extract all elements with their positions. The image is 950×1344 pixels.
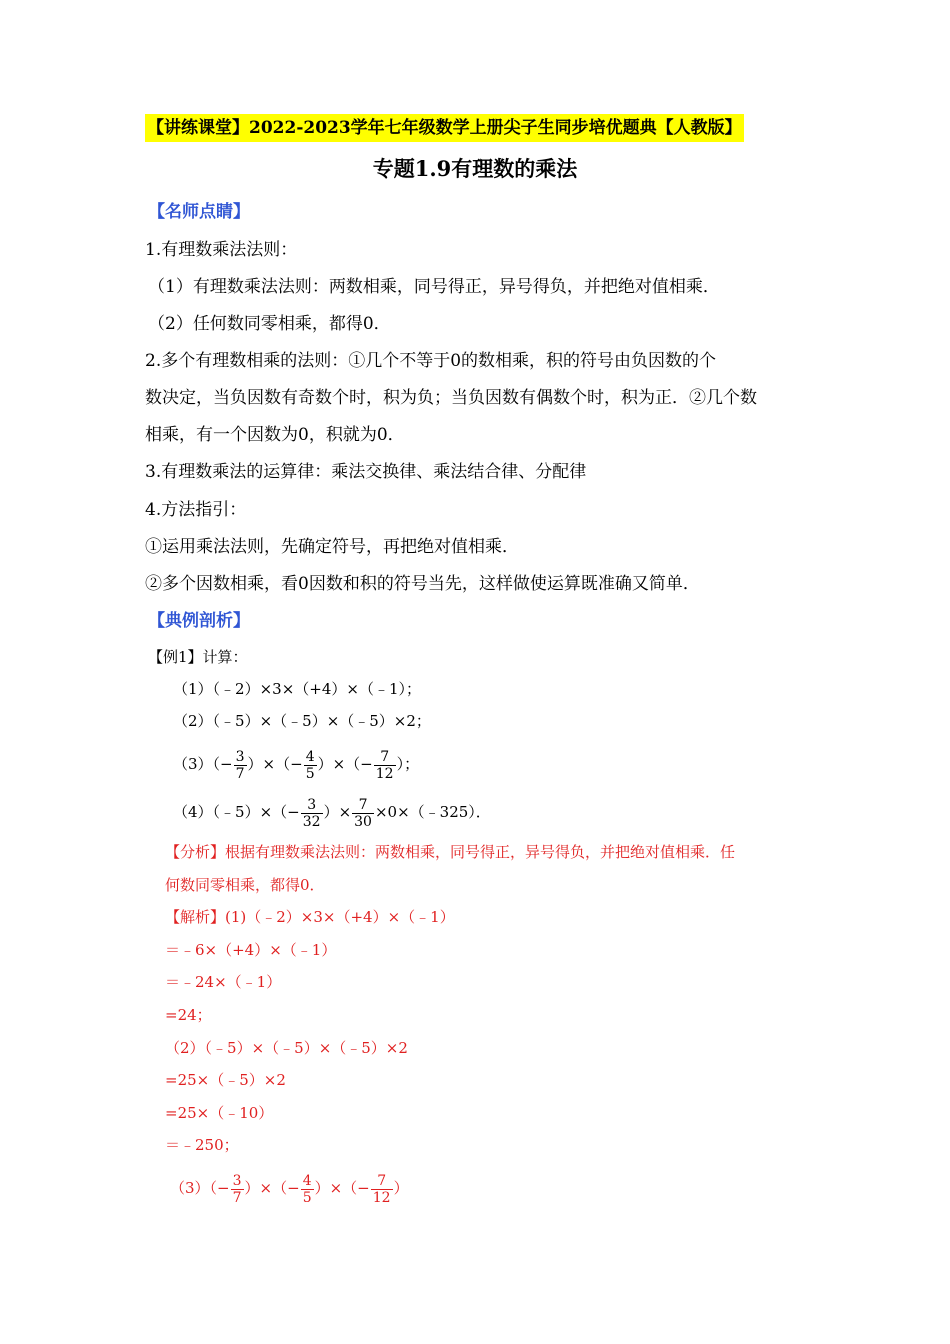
fraction <box>301 1173 314 1206</box>
header-banner: 【讲练课堂】2022-2023学年七年级数学上册尖子生同步培优题典【人教版】 <box>145 114 744 142</box>
point-line: 2.多个有理数相乘的法则：①几个不等于0的数相乘，积的符号由负因数的个 <box>145 351 717 371</box>
solution-line: ＝﹣24×（﹣1） <box>165 973 282 991</box>
analysis-line: 何数同零相乘，都得0． <box>165 876 325 894</box>
solution-line: =25×（﹣10） <box>165 1104 274 1122</box>
solution-line: =25×（﹣5）×2 <box>165 1071 286 1089</box>
numerator: 3 <box>235 748 245 765</box>
point-line: 数决定，当负因数有奇数个时，积为负；当负因数有偶数个时，积为正．②几个数 <box>145 388 757 408</box>
point-line: 3.有理数乘法的运算律：乘法交换律、乘法结合律、分配律 <box>145 462 587 482</box>
solution-line: （2）（﹣5）×（﹣5）×（﹣5）×2 <box>165 1039 408 1057</box>
numerator: 4 <box>302 1172 312 1189</box>
point-line: 相乘，有一个因数为0，积就为0． <box>145 425 405 445</box>
denominator: 7 <box>235 765 245 782</box>
fraction <box>371 1173 393 1206</box>
numerator: 3 <box>232 1172 242 1189</box>
solution-line: ＝﹣250； <box>165 1136 239 1154</box>
analysis-line: 【分析】根据有理数乘法法则：两数相乘，同号得正，异号得负，并把绝对值相乘．任 <box>165 843 736 861</box>
numerator: 3 <box>307 796 317 813</box>
expr-text: ）×（− <box>314 1179 370 1197</box>
fraction <box>304 749 317 782</box>
example-question-1: （1）（﹣2）×3×（+4）×（﹣1）； <box>173 680 421 698</box>
numerator: 7 <box>377 1172 387 1189</box>
fraction <box>234 749 247 782</box>
expr-text: ）×（− <box>247 755 303 773</box>
denominator: 32 <box>302 813 321 830</box>
point-line: ②多个因数相乘，看0因数和积的符号当先，这样做使运算既准确又简单． <box>145 574 700 594</box>
fraction <box>352 797 374 830</box>
example-label: 【例1】计算： <box>148 648 248 666</box>
solution-line: ＝﹣6×（+4）×（﹣1） <box>165 941 337 959</box>
fraction <box>374 749 396 782</box>
denominator: 5 <box>302 1189 312 1206</box>
expr-text: ）× <box>323 803 352 821</box>
point-line: ①运用乘法法则，先确定符号，再把绝对值相乘． <box>145 537 519 557</box>
expr-text: ） <box>393 1179 409 1197</box>
expr-text: ）； <box>396 755 420 773</box>
numerator: 4 <box>305 748 315 765</box>
numerator: 7 <box>380 748 390 765</box>
solution-line: =24； <box>165 1006 212 1024</box>
expr-text: （4）（﹣5）×（− <box>173 803 300 821</box>
numerator: 7 <box>358 796 368 813</box>
example-question-4 <box>173 792 491 832</box>
section-teacher-heading: 【名师点睛】 <box>148 202 250 222</box>
denominator: 12 <box>375 765 394 782</box>
fraction <box>301 797 323 830</box>
denominator: 7 <box>232 1189 242 1206</box>
page-title: 专题1.9有理数的乘法 <box>372 156 578 181</box>
fraction <box>231 1173 244 1206</box>
point-line: （2）任何数同零相乘，都得0． <box>148 314 391 334</box>
solution-line: 【解析】(1)（﹣2）×3×（+4）×（﹣1） <box>165 908 455 926</box>
expr-text: ）×（− <box>317 755 373 773</box>
point-line: 4.方法指引： <box>145 500 247 520</box>
expr-text: （3）（− <box>173 755 233 773</box>
denominator: 5 <box>305 765 315 782</box>
expr-text: ×0×（﹣325）． <box>374 803 491 821</box>
example-question-3 <box>173 744 419 784</box>
expr-text: （3）（− <box>170 1179 230 1197</box>
point-line: （1）有理数乘法法则：两数相乘，同号得正，异号得负，并把绝对值相乘． <box>148 277 720 297</box>
section-examples-heading: 【典例剖析】 <box>148 611 250 631</box>
denominator: 30 <box>354 813 372 830</box>
solution-question-3 <box>170 1168 409 1208</box>
example-question-2: （2）（﹣5）×（﹣5）×（﹣5）×2； <box>173 712 431 730</box>
point-line: 1.有理数乘法法则： <box>145 240 298 260</box>
denominator: 12 <box>372 1189 391 1206</box>
expr-text: ）×（− <box>244 1179 300 1197</box>
